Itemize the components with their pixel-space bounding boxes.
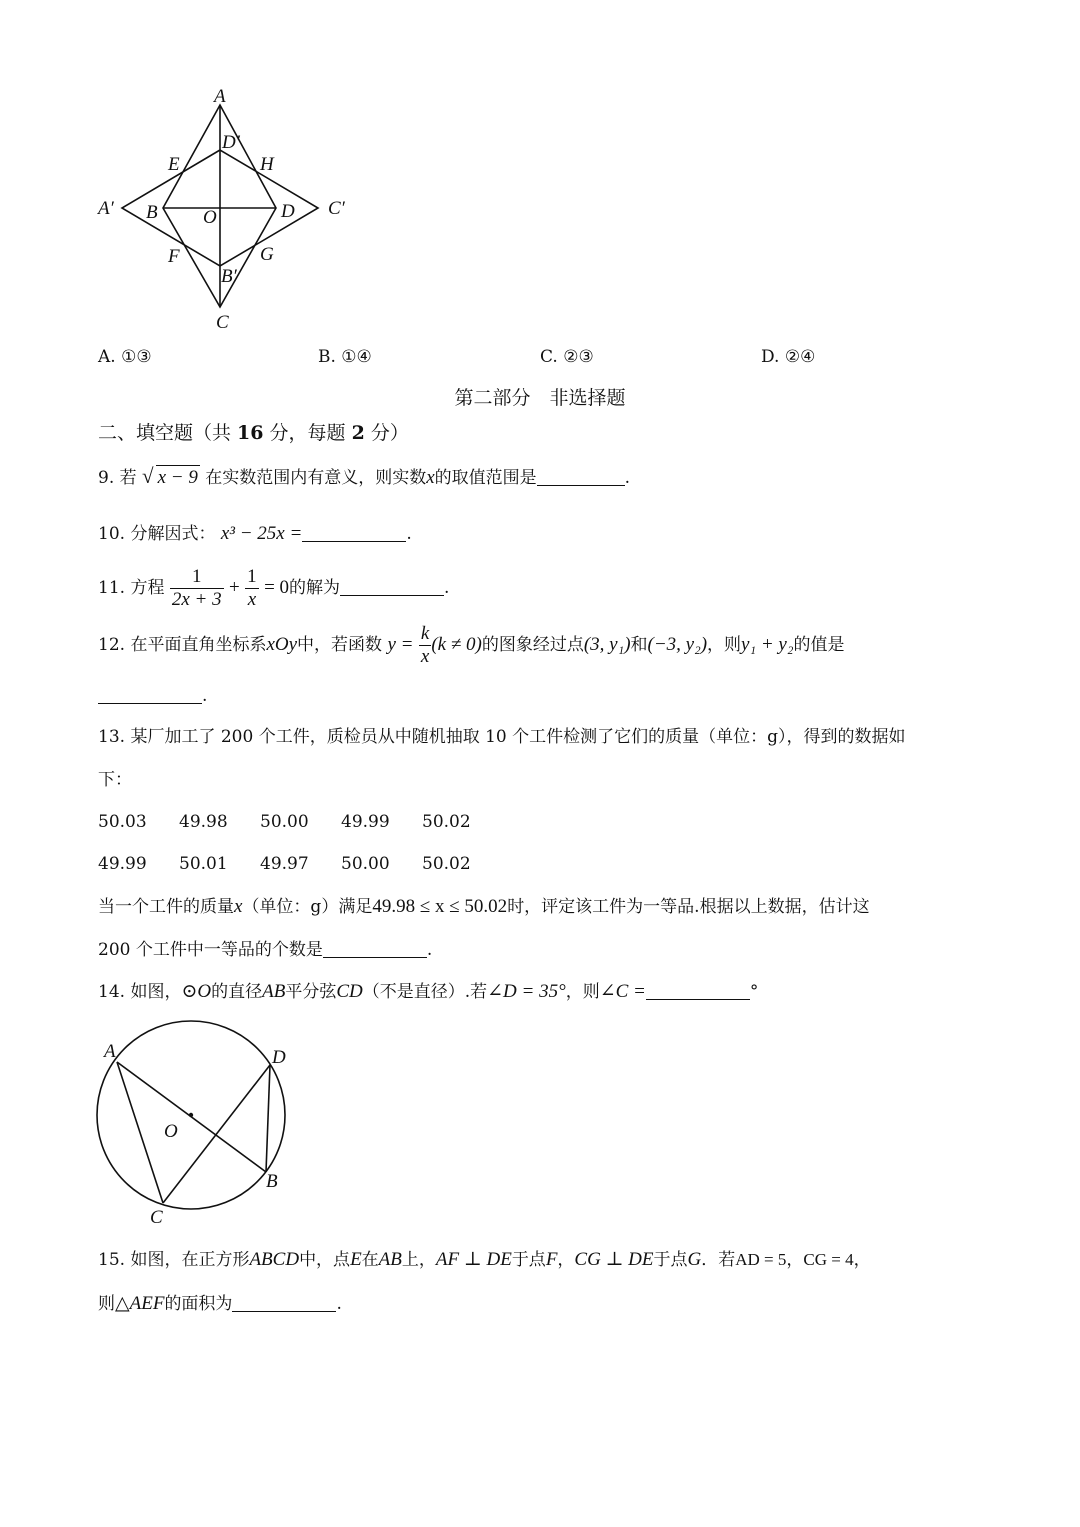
question-13-line-4 — [98, 938, 432, 962]
q15-answer-blank[interactable] — [232, 1293, 336, 1312]
choice-a[interactable]: A. ①③ — [98, 347, 152, 367]
q11-f1-den: 2x + 3 — [171, 589, 222, 610]
q14-mid2: 平分弦 — [285, 982, 337, 1002]
q11-end: . — [444, 578, 450, 598]
answer-choices — [98, 347, 998, 373]
q15-cg-perp-de: CG ⊥ DE — [574, 1249, 654, 1270]
q13-data-cell: 49.99 — [341, 812, 390, 832]
section-count: 16 — [237, 422, 264, 444]
q14-cd: CD — [336, 981, 363, 1002]
question-13-line-3 — [98, 895, 870, 919]
q11-pre: 方程 — [130, 578, 165, 598]
question-15-line-2 — [98, 1292, 342, 1316]
q15-end: . — [336, 1294, 342, 1314]
q15-mid3: 上， — [401, 1250, 436, 1270]
q15-ab: AB — [378, 1249, 402, 1270]
q12-pre: 在平面直角坐标系 — [130, 635, 267, 655]
q9-var: x — [426, 467, 435, 488]
q10-pre: 分解因式： — [130, 524, 216, 544]
question-13-line-2: 下： — [98, 770, 132, 790]
label-D-prime: D′ — [222, 132, 240, 153]
q12-answer-blank[interactable] — [98, 685, 202, 704]
q14-angle-c: ∠C = — [599, 981, 646, 1002]
q11-f1-num: 1 — [170, 566, 224, 589]
figure-star-quadrilateral — [90, 80, 370, 340]
q13-data-cell: 49.98 — [179, 812, 228, 832]
q15-number: 15. — [98, 1250, 131, 1270]
q12-end: . — [202, 686, 208, 706]
question-9 — [98, 464, 630, 490]
label-G: G — [260, 244, 274, 265]
label-O: O — [203, 207, 217, 228]
q11-fraction-2 — [245, 566, 259, 611]
q13-data-cell: 50.00 — [341, 854, 390, 874]
q10-expression: x³ − 25x = — [220, 523, 303, 544]
q13-l3-post: 时，评定该工件为一等品.根据以上数据，估计这 — [507, 897, 870, 917]
q9-radicand: x − 9 — [157, 467, 198, 488]
q15-sep1: ， — [557, 1250, 575, 1270]
q9-pre: 若 — [119, 468, 137, 488]
q12-condition: (k ≠ 0) — [431, 634, 482, 655]
q13-answer-blank[interactable] — [323, 939, 427, 958]
q15-abcd: ABCD — [249, 1249, 300, 1270]
q15-sep3: ， — [853, 1250, 871, 1270]
q15-ad: AD = 5 — [735, 1250, 787, 1269]
q12-post: 的值是 — [793, 635, 845, 655]
label-F: F — [168, 246, 180, 267]
q13-data-row-1 — [98, 812, 503, 832]
q12-number: 12. — [98, 635, 131, 655]
q11-plus: + — [229, 577, 240, 598]
q12-point2: (−3, y₂) — [647, 634, 708, 655]
q11-post: 的解为 — [289, 578, 341, 598]
q14-angle-d: ∠D = 35° — [487, 981, 566, 1002]
q15-mid5: 于点 — [653, 1250, 688, 1270]
q14-answer-blank[interactable] — [646, 981, 750, 1000]
q13-data-cell: 50.03 — [98, 812, 147, 832]
q9-number: 9. — [98, 468, 120, 488]
q12-sum: y₁ + y₂ — [741, 634, 794, 655]
sqrt-icon: √ — [142, 464, 154, 488]
q12-mid1: 中，若函数 — [297, 635, 383, 655]
q14-circle: ⊙O — [181, 981, 212, 1002]
choice-c[interactable]: C. ②③ — [540, 347, 594, 367]
label-B-prime: B′ — [221, 266, 237, 287]
label-O: O — [164, 1121, 178, 1142]
q11-eq: = 0 — [264, 577, 290, 598]
q12-y: y = — [387, 634, 414, 655]
q13-data-cell: 50.02 — [422, 812, 471, 832]
q11-number: 11. — [98, 578, 131, 598]
q12-mid3: ，则 — [707, 635, 742, 655]
section-mid: 分，每题 — [263, 422, 352, 444]
question-12-answer-line — [98, 684, 207, 708]
question-12 — [98, 620, 844, 670]
q15-sep2: ， — [786, 1250, 804, 1270]
label-E: E — [168, 154, 180, 175]
q12-fraction — [419, 623, 431, 668]
section-prefix: 二、填空题（共 — [98, 422, 238, 444]
q15-l2-pre: 则 — [98, 1294, 115, 1314]
q11-f2-num: 1 — [247, 566, 257, 587]
q13-l3-pre: 当一个工件的质量 — [98, 897, 234, 917]
q10-answer-blank[interactable] — [302, 523, 406, 542]
figure2-lines — [117, 1062, 270, 1203]
q14-ab: AB — [262, 981, 286, 1002]
label-C: C — [216, 312, 229, 333]
q13-end: . — [426, 940, 433, 960]
q14-pre: 如图， — [130, 982, 182, 1002]
q15-mid1: 中，点 — [299, 1250, 351, 1270]
label-A: A — [104, 1041, 116, 1062]
label-H: H — [260, 154, 274, 175]
q12-fk: k — [420, 623, 430, 644]
q13-l4: 200 个工件中一等品的个数是 — [98, 940, 323, 960]
figure-circle — [90, 1015, 310, 1235]
q9-answer-blank[interactable] — [537, 467, 625, 486]
q15-triangle: △AEF — [115, 1293, 165, 1314]
section-each: 2 — [351, 422, 365, 444]
label-C-prime: C′ — [328, 198, 345, 219]
part-title: 第二部分 非选择题 — [454, 387, 626, 409]
q11-answer-blank[interactable] — [340, 577, 444, 596]
q13-data-cell: 49.99 — [98, 854, 147, 874]
label-A-prime: A′ — [98, 198, 114, 219]
question-10 — [98, 522, 412, 546]
q14-mid4: ，则 — [565, 982, 600, 1002]
q15-l2-post: 的面积为 — [164, 1294, 233, 1314]
question-15 — [98, 1248, 871, 1272]
q14-mid3: （不是直径）.若 — [362, 982, 488, 1002]
label-B: B — [146, 202, 158, 223]
q15-af-perp-de: AF ⊥ DE — [435, 1249, 512, 1270]
q11-f2-den: x — [247, 589, 257, 610]
q14-number: 14. — [98, 982, 131, 1002]
question-13-line-1: 13. 某厂加工了 200 个工件，质检员从中随机抽取 10 个工件检测了它们的质量（单位：g），得到的数据如 — [98, 727, 906, 747]
question-14 — [98, 980, 758, 1004]
q15-cg: CG = 4 — [803, 1250, 854, 1269]
q9-post: 的取值范围是 — [434, 468, 537, 488]
q13-data-cell: 50.01 — [179, 854, 228, 874]
q12-point1: (3, y₁) — [583, 634, 631, 655]
q11-fraction-1 — [170, 566, 224, 611]
q15-pre: 如图，在正方形 — [130, 1250, 250, 1270]
q12-fx: x — [420, 646, 430, 667]
section-heading — [98, 418, 409, 445]
q15-g: G — [687, 1249, 702, 1270]
q14-end: ° — [749, 982, 759, 1002]
q12-and: 和 — [630, 635, 648, 655]
choice-d[interactable]: D. ②④ — [761, 347, 816, 367]
q10-end: . — [406, 524, 412, 544]
label-B: B — [266, 1171, 278, 1192]
q15-mid2: 在 — [361, 1250, 379, 1270]
q13-data-row-2 — [98, 854, 503, 874]
label-D: D — [281, 201, 295, 222]
q13-data-cell: 50.00 — [260, 812, 309, 832]
q15-f: F — [545, 1249, 558, 1270]
q12-mid2: 的图象经过点 — [481, 635, 584, 655]
q15-e: E — [350, 1249, 362, 1270]
label-D: D — [272, 1047, 286, 1068]
label-C: C — [150, 1207, 163, 1228]
q9-mid: 在实数范围内有意义，则实数 — [205, 468, 427, 488]
q13-data-cell: 49.97 — [260, 854, 309, 874]
q13-data-cell: 50.02 — [422, 854, 471, 874]
q15-mid6: ．若 — [701, 1250, 736, 1270]
label-A: A — [214, 86, 226, 107]
q13-l3-mid: （单位：g）满足 — [242, 897, 373, 917]
q9-end: . — [624, 468, 631, 488]
q13-l3-inequality: 49.98 ≤ x ≤ 50.02 — [372, 896, 508, 917]
center-dot — [189, 1113, 193, 1117]
question-11 — [98, 563, 449, 613]
choice-b[interactable]: B. ①④ — [318, 347, 372, 367]
q10-number: 10. — [98, 524, 131, 544]
section-suffix: 分） — [364, 422, 409, 444]
q15-mid4: 于点 — [511, 1250, 546, 1270]
q12-coord-system: xOy — [266, 634, 298, 655]
q13-l3-var: x — [234, 896, 243, 917]
q14-mid1: 的直径 — [211, 982, 263, 1002]
